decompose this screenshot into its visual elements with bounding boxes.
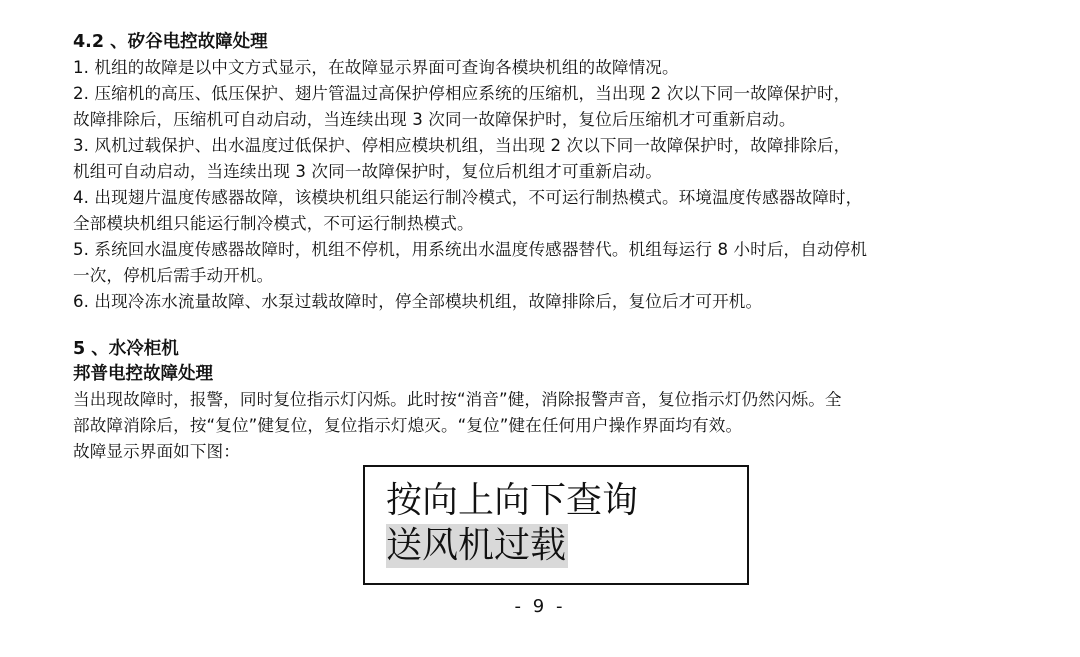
- paragraph-line: 3. 风机过载保护、出水温度过低保护、停相应模块机组，当出现 2 次以下同一故障保护时，故障排除后，: [73, 136, 851, 155]
- paragraph-line: 全部模块机组只能运行制冷模式，不可运行制热模式。: [73, 214, 474, 233]
- paragraph-line: 5. 系统回水温度传感器故障时，机组不停机，用系统出水温度传感器替代。机组每运行 8 小时后，自动停机: [73, 240, 868, 259]
- section-spacer: [73, 315, 1058, 337]
- paragraph-line: 1. 机组的故障是以中文方式显示，在故障显示界面可查询各模块机组的故障情况。: [73, 58, 679, 77]
- paragraph-line: 机组可自动启动，当连续出现 3 次同一故障保护时，复位后机组才可重新启动。: [73, 162, 662, 181]
- paragraph-line: 当出现故障时，报警，同时复位指示灯闪烁。此时按“消音”健，消除报警声音，复位指示灯仍然闪烁。全: [73, 390, 842, 409]
- paragraph-line: 一次，停机后需手动开机。: [73, 266, 274, 285]
- paragraph-line: 2. 压缩机的高压、低压保护、翅片管温过高保护停相应系统的压缩机，当出现 2 次以下同一故障保护时，: [73, 84, 851, 103]
- paragraph-line: 故障排除后，压缩机可自动启动，当连续出现 3 次同一故障保护时，复位后压缩机才可重新启动。: [73, 110, 796, 129]
- paragraph-line: 部故障消除后，按“复位”健复位，复位指示灯熄灭。“复位”健在任何用户操作界面均有效。: [73, 416, 743, 435]
- document-page: [73, 30, 1058, 465]
- section-heading-5: 5 、水冷柜机: [73, 339, 179, 359]
- paragraph-line: 6. 出现冷冻水流量故障、水泵过载故障时，停全部模块机组，故障排除后，复位后才可开机。: [73, 292, 763, 311]
- display-line-fault-message: 送风机过载: [386, 525, 567, 566]
- display-line-query-hint: 按向上向下查询: [386, 480, 639, 521]
- subsection-heading: 邦普电控故障处理: [73, 364, 213, 384]
- section-heading-4-2: 4.2 、矽谷电控故障处理: [73, 32, 268, 52]
- page-number: - 9 -: [514, 596, 566, 617]
- paragraph-line: 4. 出现翅片温度传感器故障，该模块机组只能运行制冷模式，不可运行制热模式。环境温度传感器故障时，: [73, 188, 863, 207]
- fault-display-panel: [363, 465, 749, 585]
- paragraph-line: 故障显示界面如下图：: [73, 442, 240, 461]
